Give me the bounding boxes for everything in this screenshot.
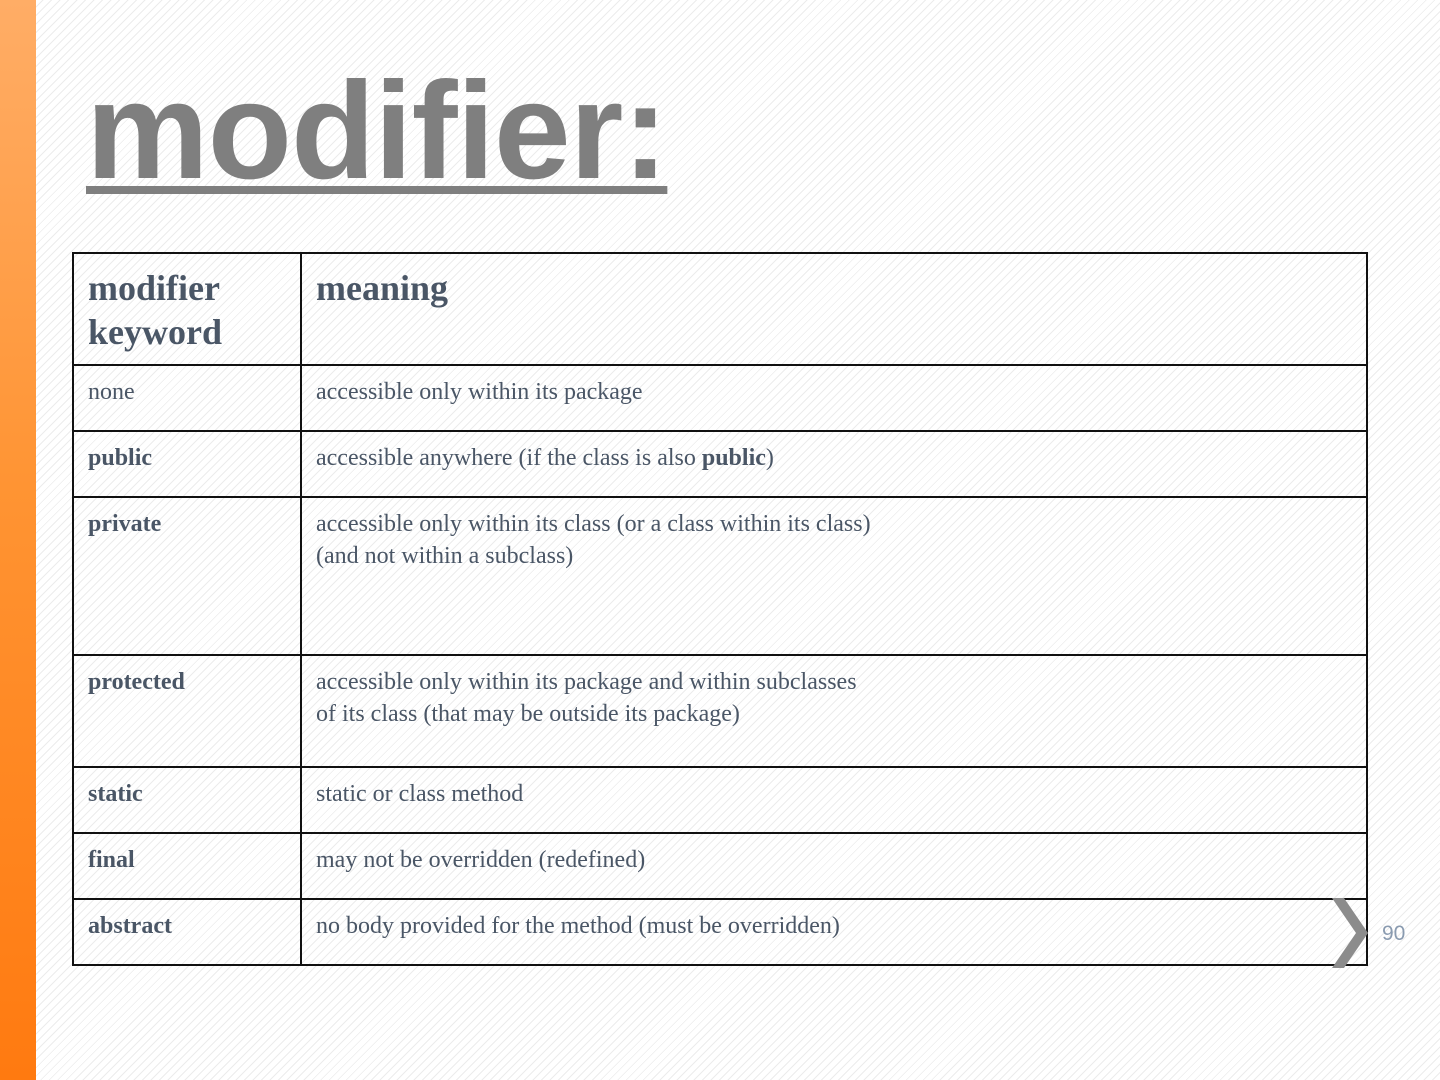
meaning-line: may not be overridden (redefined) (316, 847, 646, 873)
meaning-text-end: ) (765, 445, 774, 471)
meaning-cell (301, 899, 1367, 965)
meaning-line: no body provided for the method (must be overridden) (316, 913, 840, 939)
modifier-table (72, 252, 1368, 966)
table-header-row (73, 253, 1367, 365)
accent-side-bar (0, 0, 36, 1080)
meaning-cell (301, 767, 1367, 833)
header-modifier-line2: keyword (88, 312, 222, 352)
meaning-cell (301, 497, 1367, 655)
table-row-static (73, 767, 1367, 833)
meaning-cell (301, 431, 1367, 497)
meaning-line: (and not within a subclass) (316, 543, 574, 569)
meaning-cell (301, 365, 1367, 431)
table-row-final (73, 833, 1367, 899)
meaning-cell (301, 833, 1367, 899)
meaning-line: accessible only within its class (or a class within its class) (316, 511, 871, 537)
table-row-none (73, 365, 1367, 431)
table-row-private (73, 497, 1367, 655)
header-meaning: meaning (301, 253, 1367, 365)
table-row-abstract (73, 899, 1367, 965)
keyword-cell: static (73, 767, 301, 833)
meaning-keyword: public (701, 445, 766, 471)
keyword-cell: abstract (73, 899, 301, 965)
meaning-text: accessible anywhere (if the class is also (316, 445, 702, 471)
chevron-right-icon[interactable] (1330, 896, 1370, 970)
meaning-line: accessible only within its package (316, 379, 643, 405)
meaning-line: static or class method (316, 781, 524, 807)
table-row-protected (73, 655, 1367, 767)
table-row-public (73, 431, 1367, 497)
header-modifier-keyword (73, 253, 301, 365)
keyword-cell: none (73, 365, 301, 431)
keyword-cell: private (73, 497, 301, 655)
slide-title: modifier: (86, 54, 668, 208)
header-modifier-line1: modifier (88, 268, 220, 308)
keyword-cell: protected (73, 655, 301, 767)
page-number: 90 (1382, 922, 1406, 945)
keyword-cell: final (73, 833, 301, 899)
meaning-cell (301, 655, 1367, 767)
meaning-line: accessible only within its package and within subclasses (316, 669, 857, 695)
keyword-cell: public (73, 431, 301, 497)
meaning-line: of its class (that may be outside its package) (316, 701, 740, 727)
